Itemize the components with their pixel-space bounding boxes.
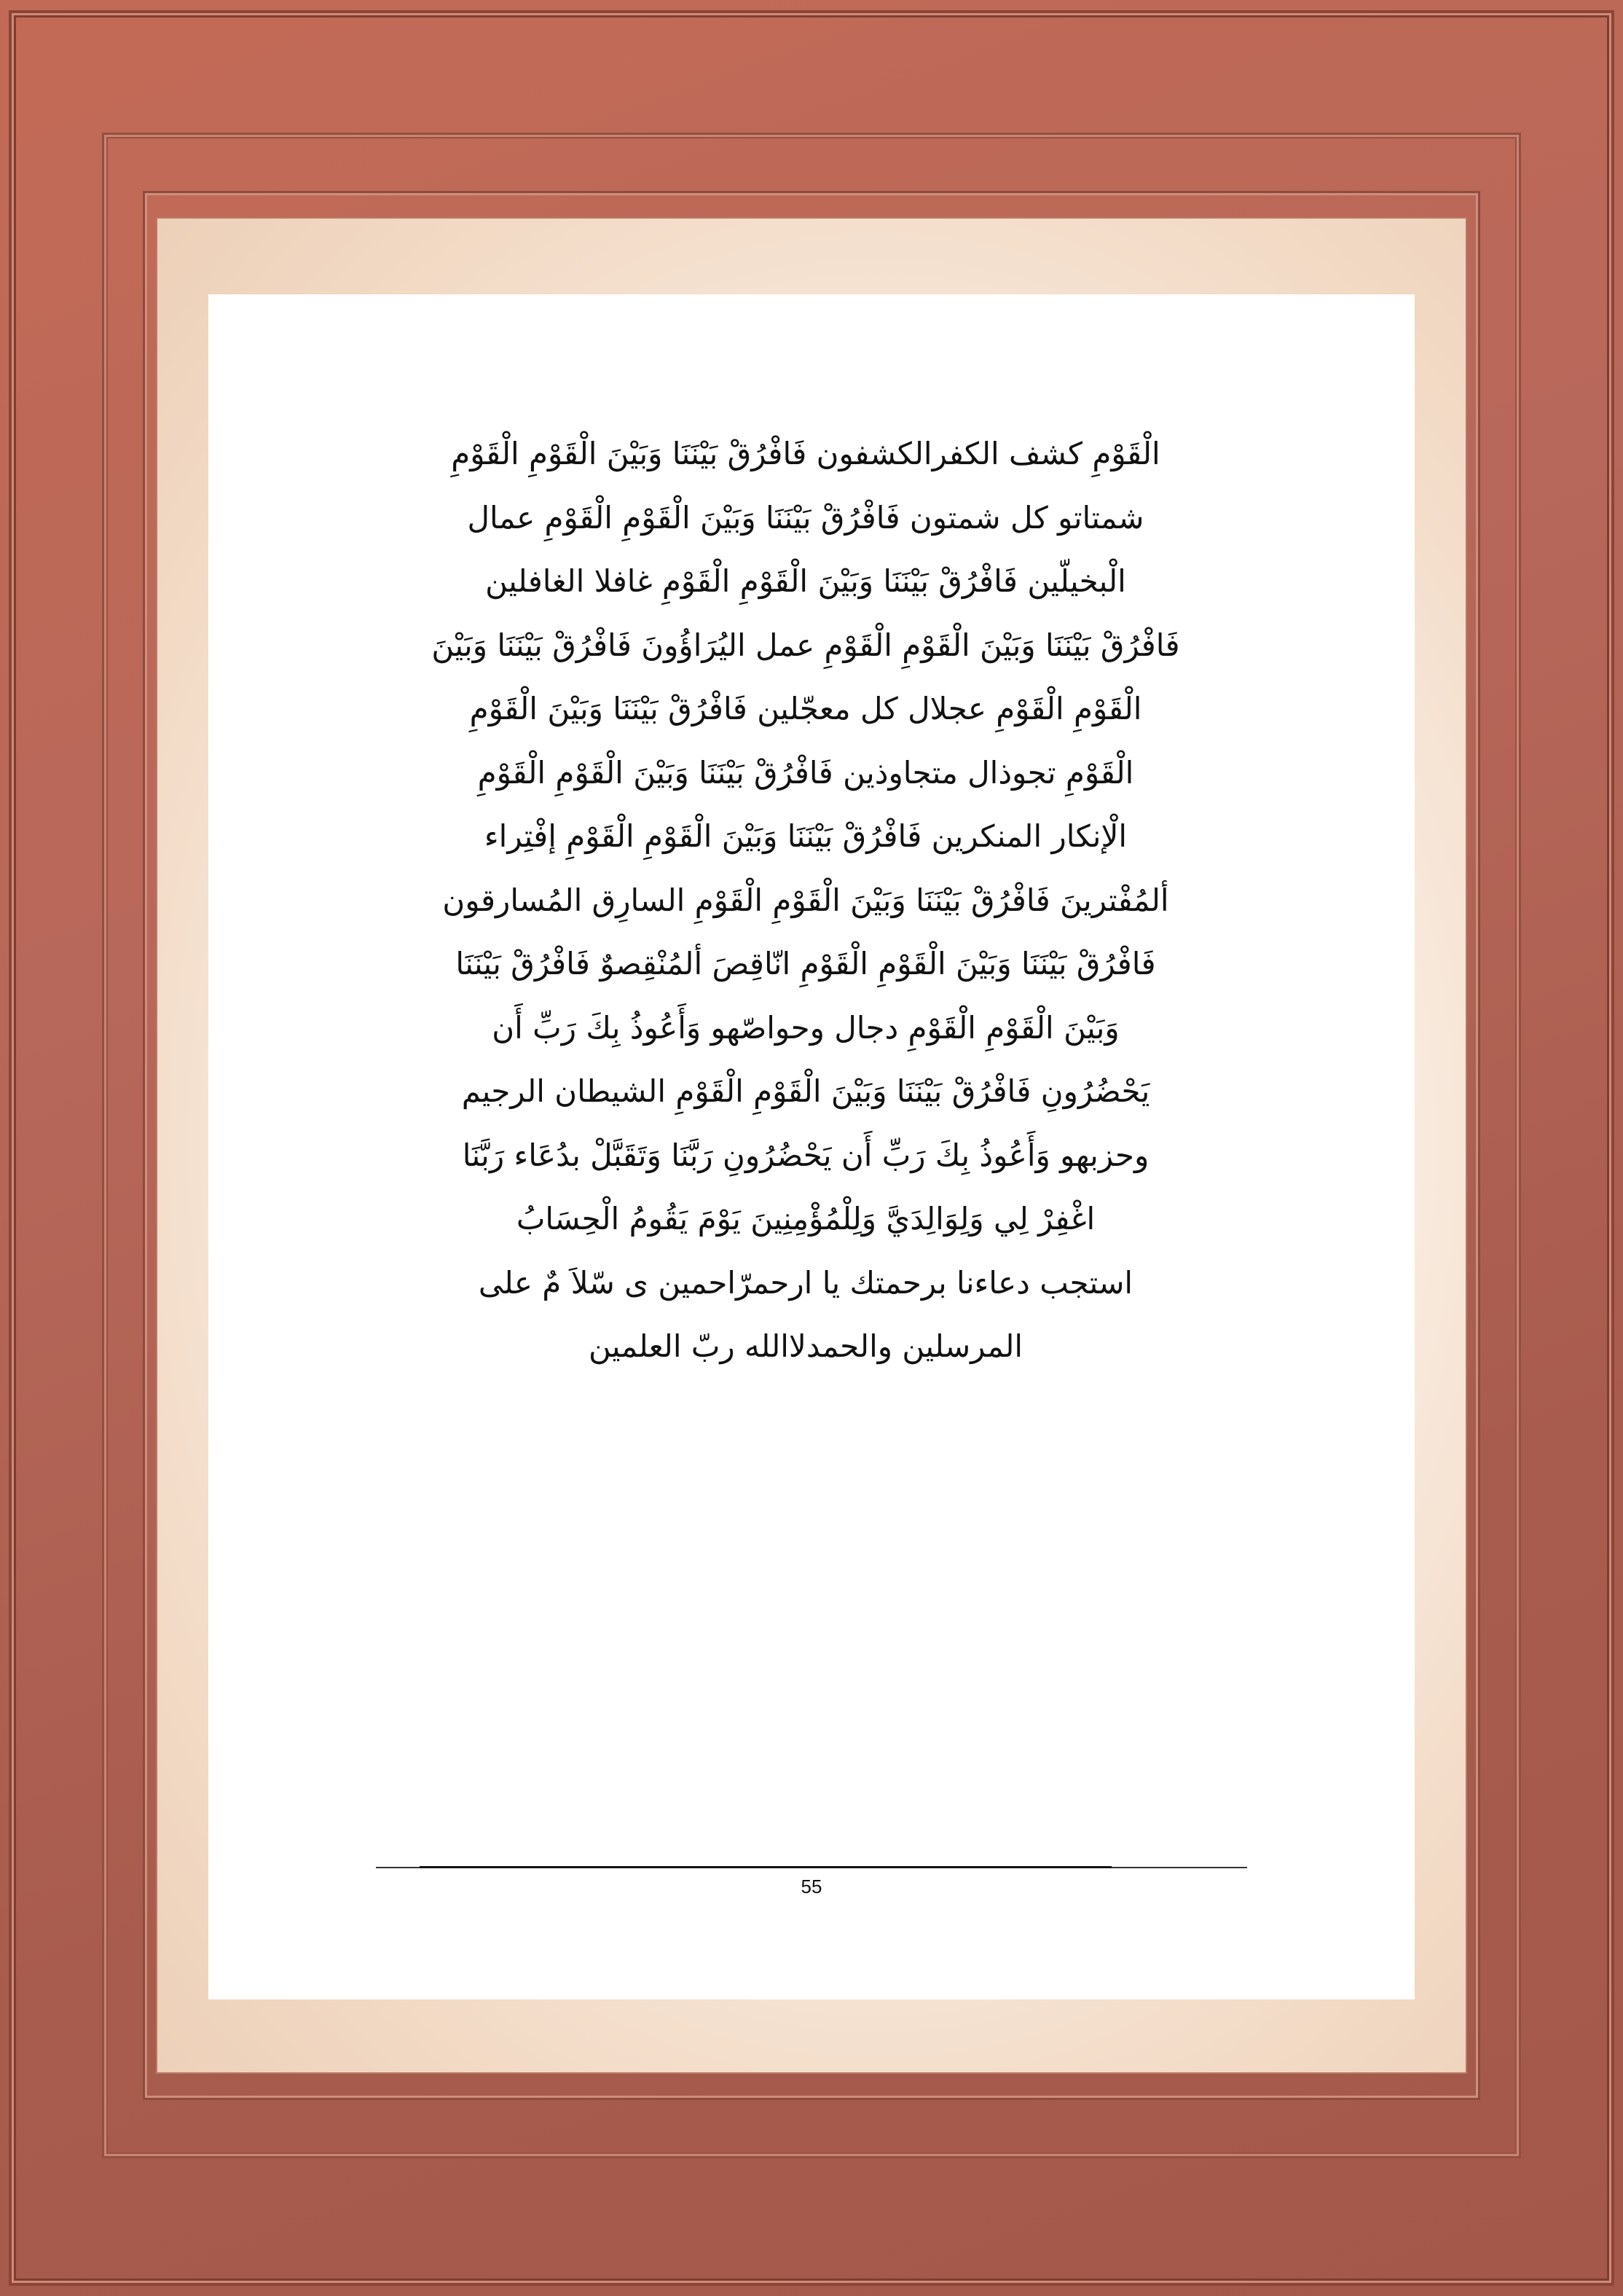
page-number: 55: [801, 1876, 822, 1897]
text-line: استجب دعاءنا برحمتك يا ارحمرّاحمين ى سّلاَ مٌ على: [478, 1264, 1133, 1301]
document-page: [208, 294, 1415, 1999]
text-line: الْقَوْمِ الْقَوْمِ عجلال كل معجّلين فَافْرُقْ بَيْنَنَا وَبَيْنَ الْقَوْمِ: [469, 691, 1142, 726]
text-line: ألمُفْترينَ فَافْرُقْ بَيْنَنَا وَبَيْنَ الْقَوْمِ الْقَوْمِ السارِق المُسارقون: [442, 882, 1169, 918]
body-text: [339, 422, 1272, 1379]
text-line: الْقَوْمِ كشف الكفرالكشفون فَافْرُقْ بَيْنَنَا وَبَيْنَ الْقَوْمِ الْقَوْمِ: [451, 436, 1160, 471]
text-line: اغْفِرْ لِي وَلِوَالِدَيَّ وَلِلْمُؤْمِنِينَ يَوْمَ يَقُومُ الْحِسَابُ: [516, 1201, 1096, 1237]
text-line: وحزبهو وَأَعُوذُ بِكَ رَبِّ أَن يَحْضُرُونِ رَبَّنَا وَتَقَبَّلْ بدُعَاء رَبَّنَا: [462, 1137, 1150, 1173]
text-line: يَحْضُرُونِ فَافْرُقْ بَيْنَنَا وَبَيْنَ الْقَوْمِ الْقَوْمِ الشيطان الرجيم: [461, 1073, 1150, 1109]
text-line: شمتاتو كل شمتون فَافْرُقْ بَيْنَنَا وَبَيْنَ الْقَوْمِ الْقَوْمِ عمال: [467, 499, 1144, 536]
text-line: الْبخيلّين فَافْرُقْ بَيْنَنَا وَبَيْنَ الْقَوْمِ الْقَوْمِ غافلا الغافلين: [485, 563, 1126, 599]
text-line: وَبَيْنَ الْقَوْمِ الْقَوْمِ دجال وحواصّهو وَأَعُوذُ بِكَ رَبِّ أَن: [492, 1009, 1120, 1046]
text-line: فَافْرُقْ بَيْنَنَا وَبَيْنَ الْقَوْمِ الْقَوْمِ انّاقِصَ ألمُنْقِصوٌ فَافْرُقْ بَيْنَنَا: [455, 946, 1156, 982]
text-line: فَافْرُقْ بَيْنَنَا وَبَيْنَ الْقَوْمِ الْقَوْمِ عمل اليُرَاؤُونَ فَافْرُقْ بَيْنَنَا وَبَيْنَ: [431, 627, 1180, 663]
text-line: الْقَوْمِ تجوذال متجاوذين فَافْرُقْ بَيْنَنَا وَبَيْنَ الْقَوْمِ الْقَوْمِ: [477, 754, 1134, 791]
footer-divider-accent: [420, 1866, 1112, 1868]
text-line: الْإنكار المنكرين فَافْرُقْ بَيْنَنَا وَبَيْنَ الْقَوْمِ الْقَوْمِ إفْتِراء: [484, 818, 1128, 854]
text-line: المرسلين والحمدلاالله ربّ العلمين: [588, 1328, 1023, 1364]
